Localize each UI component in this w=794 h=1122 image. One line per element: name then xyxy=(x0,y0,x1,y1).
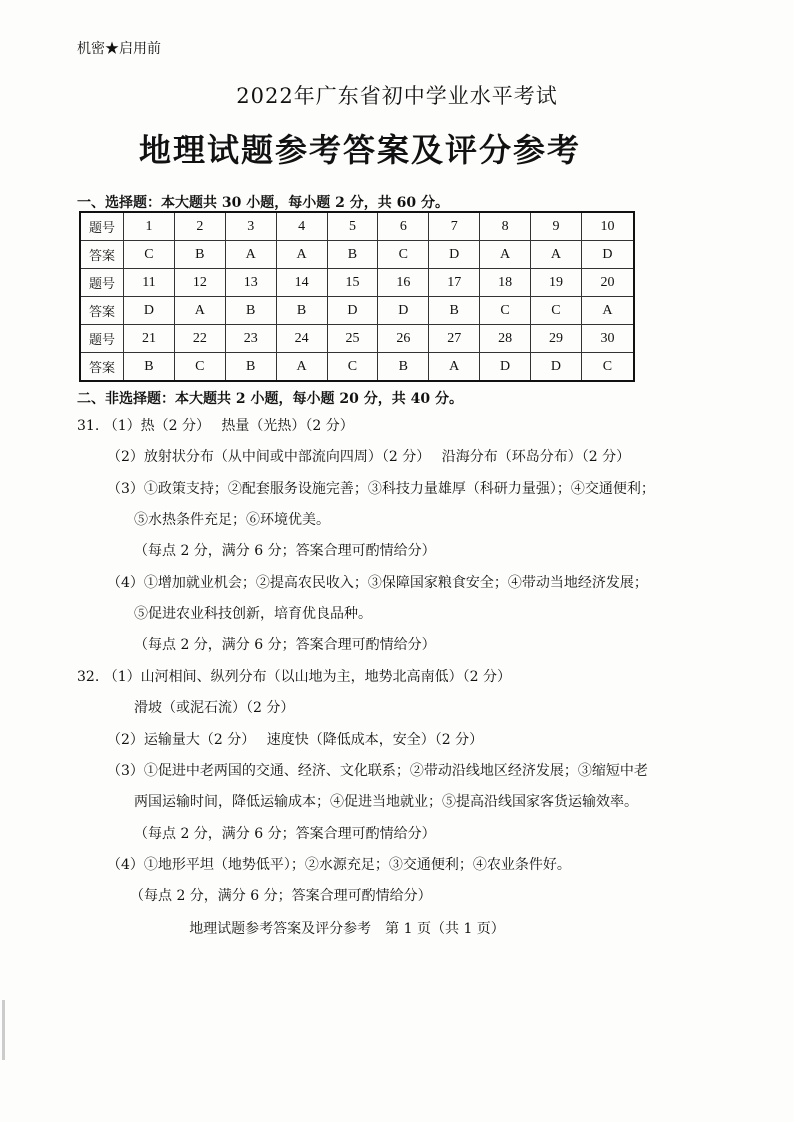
row-header: 答案 xyxy=(80,241,124,269)
answer-cell: C xyxy=(480,297,531,325)
question-number-cell: 13 xyxy=(225,269,276,297)
question-number-cell: 4 xyxy=(276,212,327,241)
answer-line: （3）①政策支持；②配套服务设施完善；③科技力量雄厚（科研力量强）；④交通便利； xyxy=(107,481,655,497)
question-number-cell: 12 xyxy=(174,269,225,297)
question-number-cell: 5 xyxy=(327,212,378,241)
question-number-cell: 20 xyxy=(581,269,634,297)
question-number-cell: 14 xyxy=(276,269,327,297)
question-number-cell: 15 xyxy=(327,269,378,297)
answer-cell: C xyxy=(327,353,378,382)
document-title: 地理试题参考答案及评分参考 xyxy=(138,131,581,169)
answer-cell: D xyxy=(581,241,634,269)
question-number-cell: 19 xyxy=(531,269,582,297)
question-number-cell: 9 xyxy=(531,212,582,241)
scoring-note: （每点 2 分，满分 6 分；答案合理可酌情给分） xyxy=(134,826,436,842)
answer-cell: D xyxy=(378,297,429,325)
answer-row xyxy=(80,353,634,382)
answer-cell: D xyxy=(531,353,582,382)
question-number-cell: 25 xyxy=(327,325,378,353)
scan-edge-mark xyxy=(2,1000,5,1060)
answer-cell: A xyxy=(581,297,634,325)
question-number-cell: 11 xyxy=(124,269,175,297)
answer-cell: B xyxy=(429,297,480,325)
answer-cell: B xyxy=(327,241,378,269)
answer-cell: A xyxy=(276,241,327,269)
answer-cell: C xyxy=(531,297,582,325)
question-number-cell: 24 xyxy=(276,325,327,353)
question-number-row xyxy=(80,212,634,241)
answer-cell: A xyxy=(429,353,480,382)
answer-line: ⑤促进农业科技创新，培育优良品种。 xyxy=(134,606,372,622)
page-footer: 地理试题参考答案及评分参考 第 1 页（共 1 页） xyxy=(189,921,505,937)
answer-cell: B xyxy=(225,353,276,382)
answer-cell: D xyxy=(124,297,175,325)
answer-line: （4）①地形平坦（地势低平）；②水源充足；③交通便利；④农业条件好。 xyxy=(107,857,571,873)
answer-cell: C xyxy=(581,353,634,382)
section-2-heading: 二、非选择题：本大题共 2 小题，每小题 20 分，共 40 分。 xyxy=(77,391,463,407)
answer-cell: A xyxy=(225,241,276,269)
row-header: 答案 xyxy=(80,353,124,382)
answer-cell: A xyxy=(480,241,531,269)
answer-line: （4）①增加就业机会；②提高农民收入；③保障国家粮食安全；④带动当地经济发展； xyxy=(107,575,648,591)
question-number-cell: 6 xyxy=(378,212,429,241)
answer-cell: B xyxy=(225,297,276,325)
confidential-label: 机密★启用前 xyxy=(77,41,161,57)
answer-cell: A xyxy=(531,241,582,269)
question-number-row xyxy=(80,325,634,353)
question-number-cell: 17 xyxy=(429,269,480,297)
exam-title: 2022年广东省初中学业水平考试 xyxy=(236,84,558,108)
answer-line: （3）①促进中老两国的交通、经济、文化联系；②带动沿线地区经济发展；③缩短中老 xyxy=(107,763,648,779)
question-number-cell: 21 xyxy=(124,325,175,353)
question-number-cell: 2 xyxy=(174,212,225,241)
question-number-cell: 3 xyxy=(225,212,276,241)
scoring-note: （每点 2 分，满分 6 分；答案合理可酌情给分） xyxy=(130,888,432,904)
answer-cell: D xyxy=(480,353,531,382)
answer-line: （2）运输量大（2 分） 速度快（降低成本，安全）（2 分） xyxy=(107,732,484,748)
question-number-cell: 16 xyxy=(378,269,429,297)
question-number-cell: 28 xyxy=(480,325,531,353)
question-number-cell: 30 xyxy=(581,325,634,353)
question-number-cell: 23 xyxy=(225,325,276,353)
answer-line: 31. （1）热（2 分） 热量（光热）（2 分） xyxy=(77,418,354,434)
answer-cell: B xyxy=(124,353,175,382)
question-number-cell: 7 xyxy=(429,212,480,241)
scoring-note: （每点 2 分，满分 6 分；答案合理可酌情给分） xyxy=(134,543,436,559)
row-header: 答案 xyxy=(80,297,124,325)
question-number-cell: 18 xyxy=(480,269,531,297)
question-number-cell: 10 xyxy=(581,212,634,241)
row-header: 题号 xyxy=(80,212,124,241)
question-number-cell: 29 xyxy=(531,325,582,353)
answer-cell: C xyxy=(124,241,175,269)
answer-cell: A xyxy=(276,353,327,382)
scoring-note: （每点 2 分，满分 6 分；答案合理可酌情给分） xyxy=(134,637,436,653)
row-header: 题号 xyxy=(80,325,124,353)
answer-line: 滑坡（或泥石流）（2 分） xyxy=(134,700,295,716)
answer-table xyxy=(79,211,635,382)
answer-cell: B xyxy=(378,353,429,382)
answer-cell: B xyxy=(276,297,327,325)
answer-cell: B xyxy=(174,241,225,269)
question-number-cell: 27 xyxy=(429,325,480,353)
answer-cell: C xyxy=(174,353,225,382)
row-header: 题号 xyxy=(80,269,124,297)
question-number-cell: 26 xyxy=(378,325,429,353)
question-number-cell: 8 xyxy=(480,212,531,241)
answer-line: 两国运输时间，降低运输成本；④促进当地就业；⑤提高沿线国家客货运输效率。 xyxy=(134,794,638,810)
section-1-heading: 一、选择题：本大题共 30 小题，每小题 2 分，共 60 分。 xyxy=(77,195,449,211)
answer-line: ⑤水热条件充足；⑥环境优美。 xyxy=(134,512,330,528)
answer-row xyxy=(80,241,634,269)
answer-cell: C xyxy=(378,241,429,269)
answer-line: 32. （1）山河相间、纵列分布（以山地为主，地势北高南低）（2 分） xyxy=(77,669,511,685)
question-number-row xyxy=(80,269,634,297)
question-number-cell: 22 xyxy=(174,325,225,353)
answer-cell: D xyxy=(429,241,480,269)
answer-cell: D xyxy=(327,297,378,325)
answer-cell: A xyxy=(174,297,225,325)
answer-row xyxy=(80,297,634,325)
answer-line: （2）放射状分布（从中间或中部流向四周）（2 分） 沿海分布（环岛分布）（2 分） xyxy=(107,449,631,465)
question-number-cell: 1 xyxy=(124,212,175,241)
